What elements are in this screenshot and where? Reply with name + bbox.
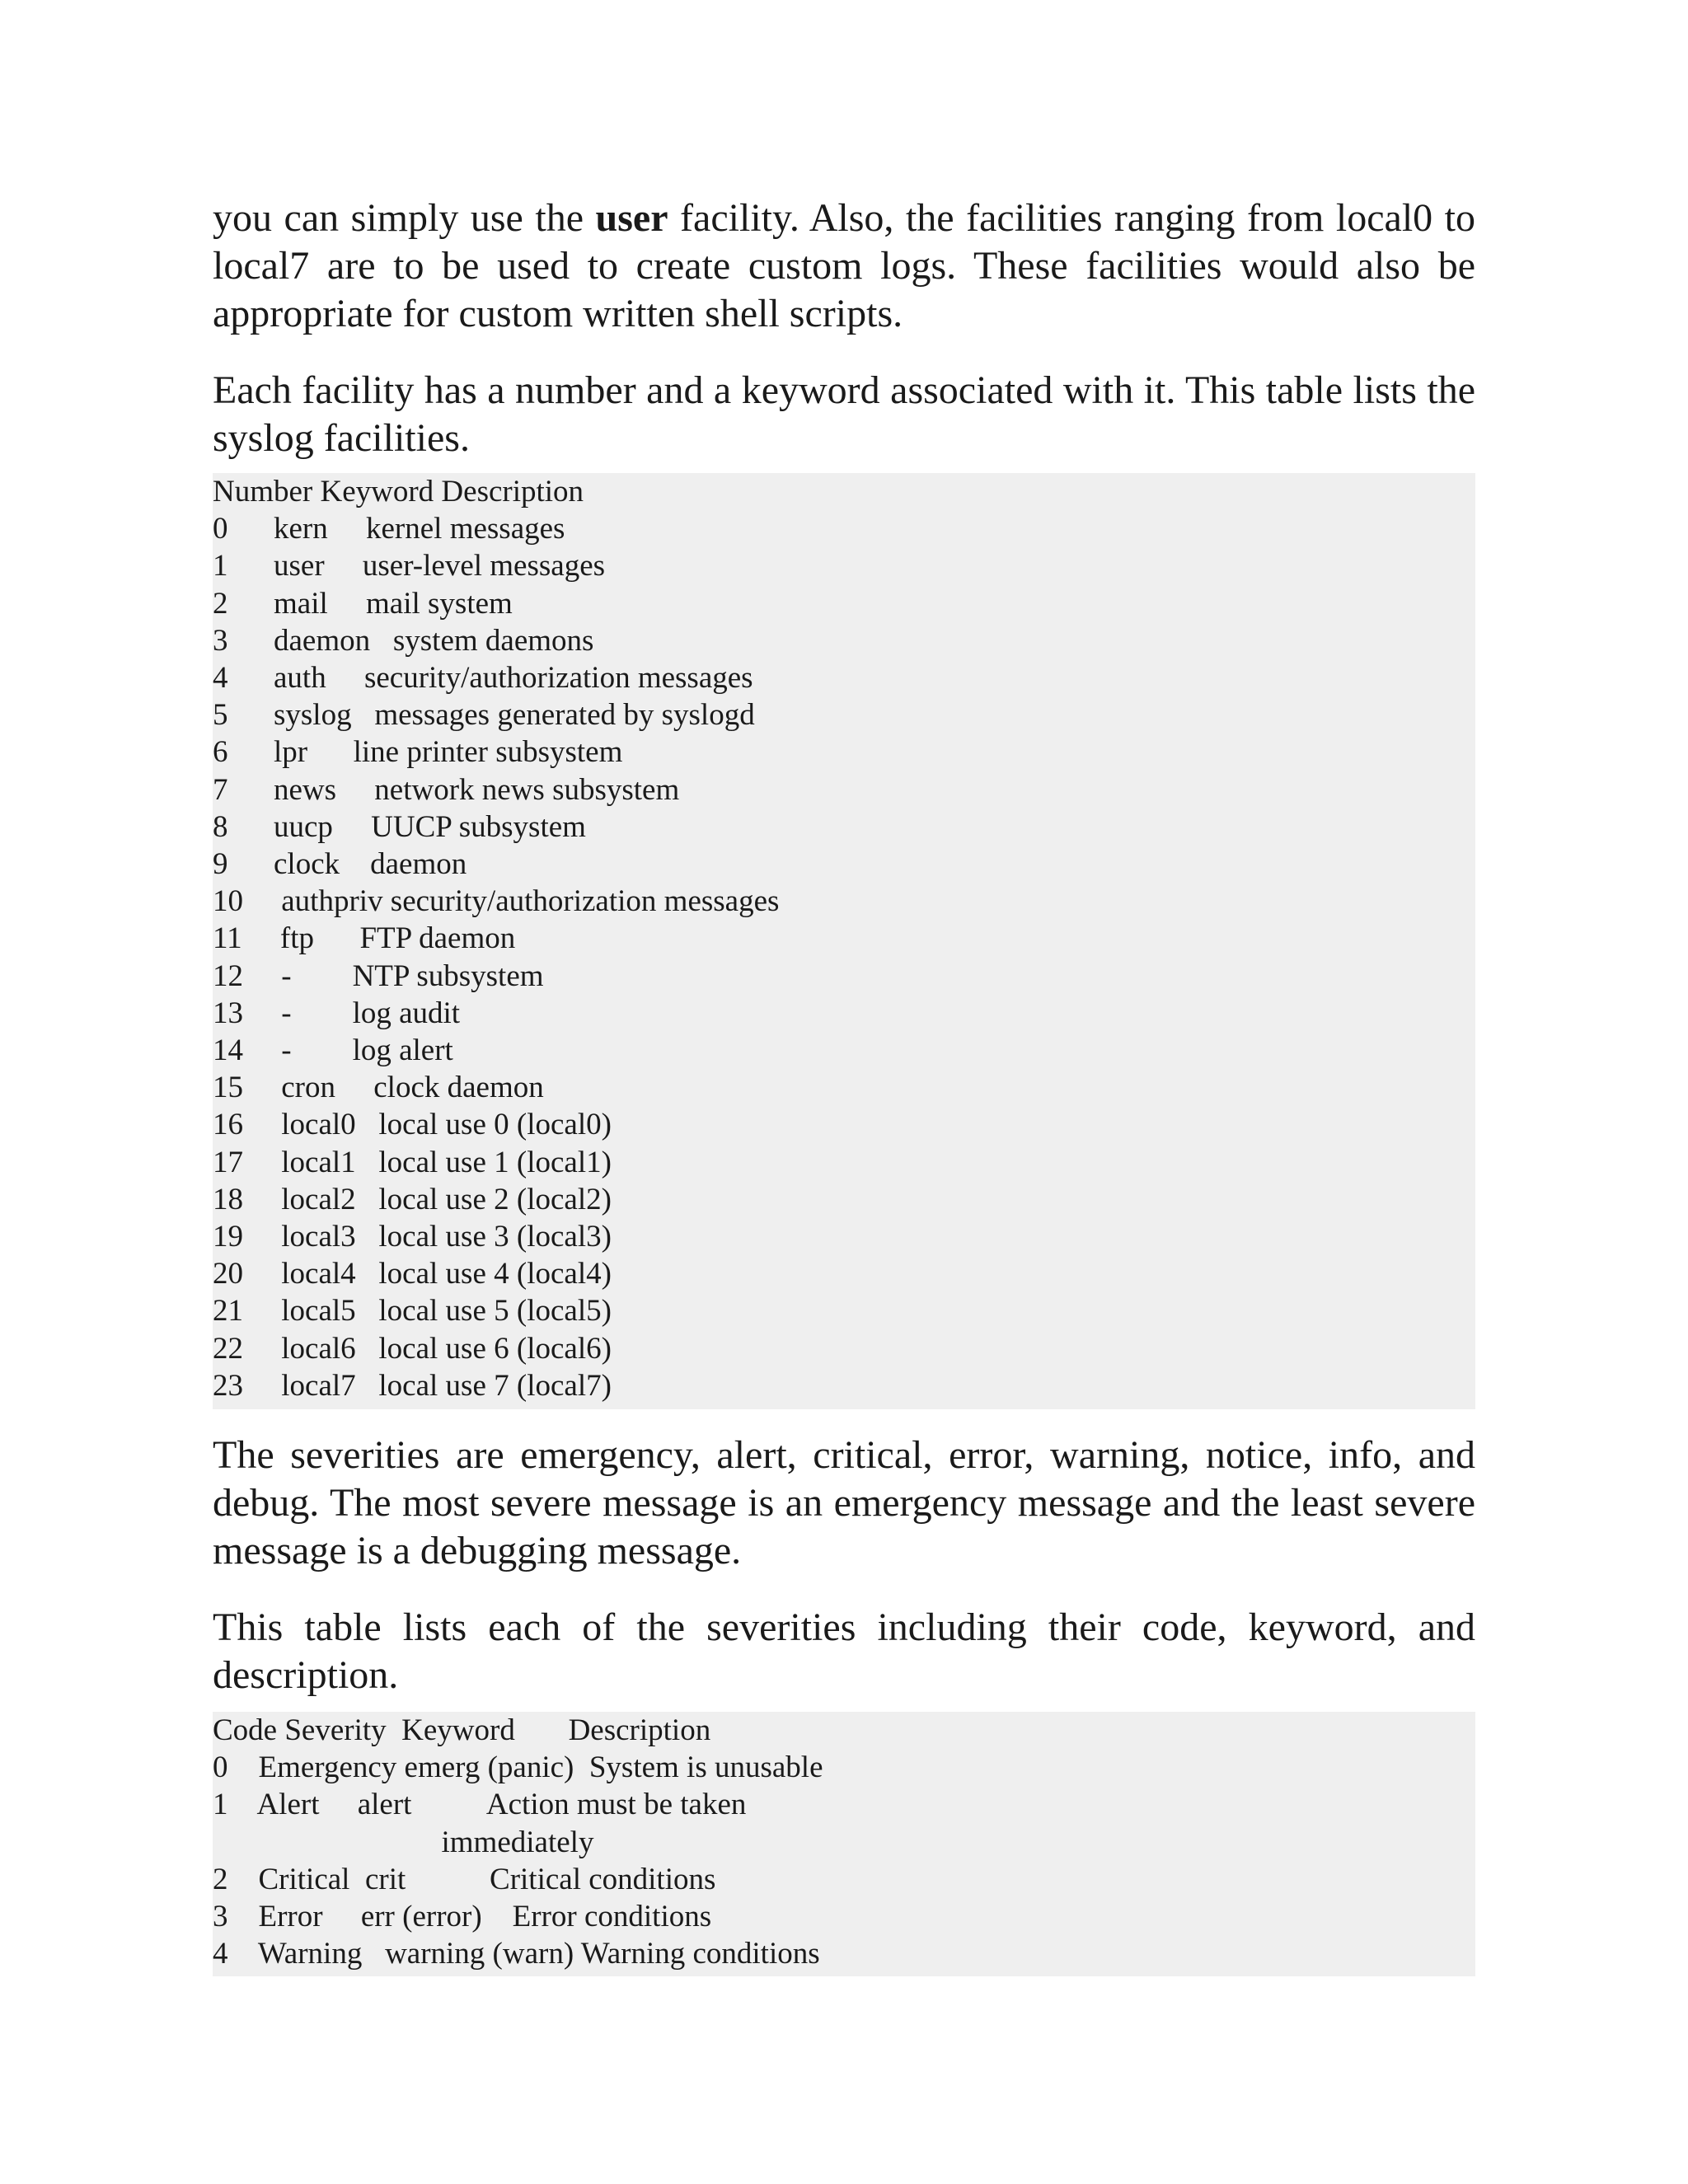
severity-row: 1 Alert alert Action must be taken [213,1788,747,1822]
paragraph-1-lead: you can simply use the [213,196,596,240]
facility-row: 4 auth security/authorization messages [213,661,753,696]
facility-row: 19 local3 local use 3 (local3) [213,1220,612,1254]
paragraph-1-rest: facility. Also, the facilities ranging from local0 to local7 are to be used to create custom logs. These facilities would also be appropriate for custom written shell scripts. [213,196,1476,335]
facility-row: 20 local4 local use 4 (local4) [213,1257,612,1291]
paragraph-facility-intro: Each facility has a number and a keyword associated with it. This table lists the syslog facilities. [213,368,1475,460]
facility-row: 5 syslog messages generated by syslogd [213,698,755,733]
paragraph-severity-intro: This table lists each of the severities including their code, keyword, and description. [213,1605,1475,1698]
facility-row: 14 - log alert [213,1033,453,1068]
facility-row: 9 clock daemon [213,847,467,882]
severity-row: 0 Emergency emerg (panic) System is unusable [213,1750,823,1785]
bold-keyword-user: user [595,196,668,240]
paragraph-user-facility [213,194,1475,338]
facility-row: 17 local1 local use 1 (local1) [213,1145,612,1179]
facility-row: 16 local0 local use 0 (local0) [213,1108,612,1142]
document-page [213,194,1475,1976]
facility-row: 0 kern kernel messages [213,512,565,546]
facility-row: 6 lpr line printer subsystem [213,735,623,770]
facility-row: 8 uucp UUCP subsystem [213,809,586,844]
facility-row: 23 local7 local use 7 (local7) [213,1368,612,1403]
severities-table [213,1712,1475,1975]
facility-row: 13 - log audit [213,996,461,1030]
paragraph-severities: The severities are emergency, alert, critical, error, warning, notice, info, and debug. The most severe message is an emergency message and the least severe message is a debugging message. [213,1433,1475,1573]
facility-row: 1 user user-level messages [213,549,606,583]
severity-row-header: Code Severity Keyword Description [213,1713,711,1748]
severity-row: immediately [213,1825,594,1859]
facility-row: 21 local5 local use 5 (local5) [213,1294,612,1329]
facility-row: 2 mail mail system [213,586,513,621]
facility-row: 3 daemon system daemons [213,623,594,658]
facility-row: 22 local6 local use 6 (local6) [213,1331,612,1366]
severity-row: 4 Warning warning (warn) Warning conditions [213,1937,820,1971]
severity-row: 2 Critical crit Critical conditions [213,1862,716,1896]
facility-row: 15 cron clock daemon [213,1071,544,1105]
facility-row: 18 local2 local use 2 (local2) [213,1182,612,1216]
facility-row-header: Number Keyword Description [213,475,584,509]
facilities-table [213,473,1475,1409]
facility-row: 10 authpriv security/authorization messages [213,884,780,919]
severity-row: 3 Error err (error) Error conditions [213,1900,712,1934]
facility-row: 7 news network news subsystem [213,772,680,807]
facility-row: 12 - NTP subsystem [213,958,544,993]
facility-row: 11 ftp FTP daemon [213,921,516,956]
